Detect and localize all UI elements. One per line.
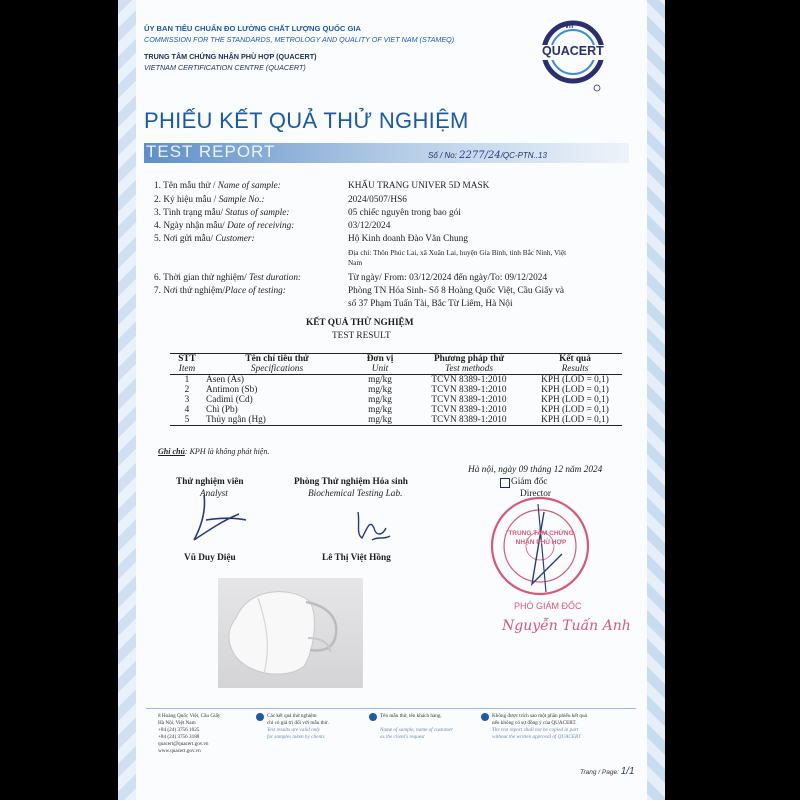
header-stt: STT <box>170 354 204 365</box>
table-header-row-en <box>170 364 622 375</box>
stamp-text: TRUNG TÂM CHỨNG NHẬN PHÙ HỢP <box>508 530 574 546</box>
table-row: 3 Cadimi (Cd) mg/kg TCVN 8389-1:2010 KPH (LOD = 0,1) <box>184 395 609 405</box>
place-value-cont: số 37 Phạm Tuấn Tài, Bắc Từ Liêm, Hà Nội <box>348 299 513 309</box>
info-icon <box>481 713 489 721</box>
info-value: 05 chiếc nguyên trong bao gói <box>348 208 461 218</box>
lab-title-en: Biochemical Testing Lab. <box>308 489 403 499</box>
paper <box>136 0 647 800</box>
header-result-en: Results <box>528 364 622 375</box>
info-row: 4. Ngày nhận mẫu/ Date of receiving: <box>154 221 295 231</box>
tester-name: Vũ Duy Diệu <box>184 553 236 563</box>
info-value: Hộ Kinh doanh Đào Văn Chung <box>348 234 468 244</box>
org-name-vi: ỦY BAN TIÊU CHUẨN ĐO LƯỜNG CHẤT LƯỢNG QUỐC GIA <box>144 24 361 33</box>
report-number <box>428 150 547 161</box>
header-method: Phương pháp thử <box>410 354 528 365</box>
header-unit: Đơn vị <box>350 354 410 365</box>
report-number-suffix: /QC-PTN.. <box>500 151 539 160</box>
org-name-en: COMMISSION FOR THE STANDARDS, METROLOGY AND QUALITY OF VIET NAM (STAMEQ) <box>144 35 455 44</box>
table-row: 2 Antimon (Sb) mg/kg TCVN 8389-1:2010 KPH (LOD = 0,1) <box>184 385 609 395</box>
note: Ghi chú: KPH là không phát hiện. <box>158 447 270 456</box>
quacert-logo <box>540 14 606 94</box>
header-result: Kết quả <box>528 354 622 365</box>
customer-address-cont: Nam <box>348 258 363 267</box>
director-title-en: Director <box>520 489 551 499</box>
info-row-duration: 6. Thời gian thử nghiệm/ Test duration: <box>154 273 302 283</box>
info-row-place: 7. Nơi thử nghiệm/Place of testing: <box>154 286 286 296</box>
info-value: 2024/0507/HS6 <box>348 195 407 205</box>
lab-head-name: Lê Thị Việt Hồng <box>322 553 391 563</box>
director-title: Giám đốc <box>511 477 548 487</box>
report-title-vi: PHIẾU KẾT QUẢ THỬ NGHIỆM <box>144 108 469 133</box>
footer-note-1: Các kết quả thử nghiệm chỉ có giá trị đối với mẫu thử. Test results are valid only for samples taken by clients <box>267 713 329 740</box>
place-value: Phòng TN Hóa Sinh- Số 8 Hoàng Quốc Việt, Cầu Giấy và <box>348 286 565 296</box>
tester-title: Thử nghiệm viên <box>176 477 244 487</box>
lab-title: Phòng Thử nghiệm Hóa sinh <box>294 477 408 487</box>
header-spec: Tên chỉ tiêu thử <box>204 354 350 365</box>
centre-name-vi: TRUNG TÂM CHỨNG NHẬN PHÙ HỢP (QUACERT) <box>144 52 317 61</box>
table-row: 1 Asen (As) mg/kg TCVN 8389-1:2010 KPH (LOD = 0,1) <box>184 375 609 385</box>
sign-date: Hà nội, ngày 09 tháng 12 năm 2024 <box>468 465 603 475</box>
sample-photo <box>218 578 363 688</box>
footer-note-2: Tên mẫu thử, tên khách hàng. Name of sample, name of customer as the client's request <box>380 713 453 740</box>
footer-note-3: Không được trích sao một phần phiếu kết quả nếu không có sự đồng ý của QUACERT. The test report shall not be copied in part without the written approval of QUACERT <box>492 713 587 740</box>
info-row: 5. Nơi gửi mẫu/ Customer: <box>154 234 255 244</box>
info-row: 1. Tên mẫu thử / Name of sample: <box>154 181 281 191</box>
report-title-en: TEST REPORT <box>146 142 276 161</box>
page-indicator: Trang / Page: 1/1 <box>580 766 635 777</box>
logo-text: QUACERT <box>542 44 604 58</box>
report-number-tail: 13 <box>538 151 547 160</box>
table-row: 4 Chì (Pb) mg/kg TCVN 8389-1:2010 KPH (LOD = 0,1) <box>184 405 609 415</box>
results-table <box>170 353 622 426</box>
checkbox-icon <box>500 478 510 488</box>
info-icon <box>369 713 377 721</box>
table-header-row <box>170 354 622 365</box>
tester-signature-icon <box>184 490 254 550</box>
deputy-name: Nguyễn Tuấn Anh <box>502 618 631 634</box>
report-sheet <box>118 0 665 800</box>
report-number-value: 2277/24 <box>459 150 501 161</box>
centre-name-en: VIETNAM CERTIFICATION CENTRE (QUACERT) <box>144 63 306 72</box>
deputy-title: PHÓ GIÁM ĐỐC <box>514 601 582 611</box>
table-row: 5 Thủy ngân (Hg) mg/kg TCVN 8389-1:2010 KPH (LOD = 0,1) <box>170 415 622 426</box>
results-title-en: TEST RESULT <box>332 331 391 341</box>
info-icon <box>256 713 264 721</box>
logo-vn: vn <box>565 23 574 30</box>
header-spec-en: Specifications <box>204 364 350 375</box>
info-value: 03/12/2024 <box>348 221 391 231</box>
info-row: 3. Tình trạng mẫu/ Status of sample: <box>154 208 290 218</box>
results-title-vi: KẾT QUẢ THỬ NGHIỆM <box>306 318 414 328</box>
header-method-en: Test methods <box>410 364 528 375</box>
lab-signature-icon <box>348 506 398 546</box>
report-number-label: Số / No: <box>428 151 457 160</box>
footer-divider <box>146 708 636 709</box>
customer-address: Địa chỉ: Thôn Phúc Lai, xã Xuân Lai, huyện Gia Bình, tỉnh Bắc Ninh, Việt <box>348 248 567 257</box>
header-item-en: Item <box>170 364 204 375</box>
tester-title-en: Analyst <box>200 489 228 499</box>
duration-value: Từ ngày/ From: 03/12/2024 đến ngày/To: 09/12/2024 <box>348 273 548 283</box>
info-row: 2. Ký hiệu mẫu / Sample No.: <box>154 195 265 205</box>
footer-address: 8 Hoàng Quốc Việt, Cầu Giấy Hà Nội, Việt Nam +84 (24) 3756 1025 +84 (24) 3756 3188 quacert@quacert.gov.vn www.quacert.gov.vn <box>158 713 221 754</box>
info-value: KHẨU TRANG UNIVER 5D MASK <box>348 181 490 191</box>
header-unit-en: Unit <box>350 364 410 375</box>
mask-image-icon <box>218 578 363 688</box>
